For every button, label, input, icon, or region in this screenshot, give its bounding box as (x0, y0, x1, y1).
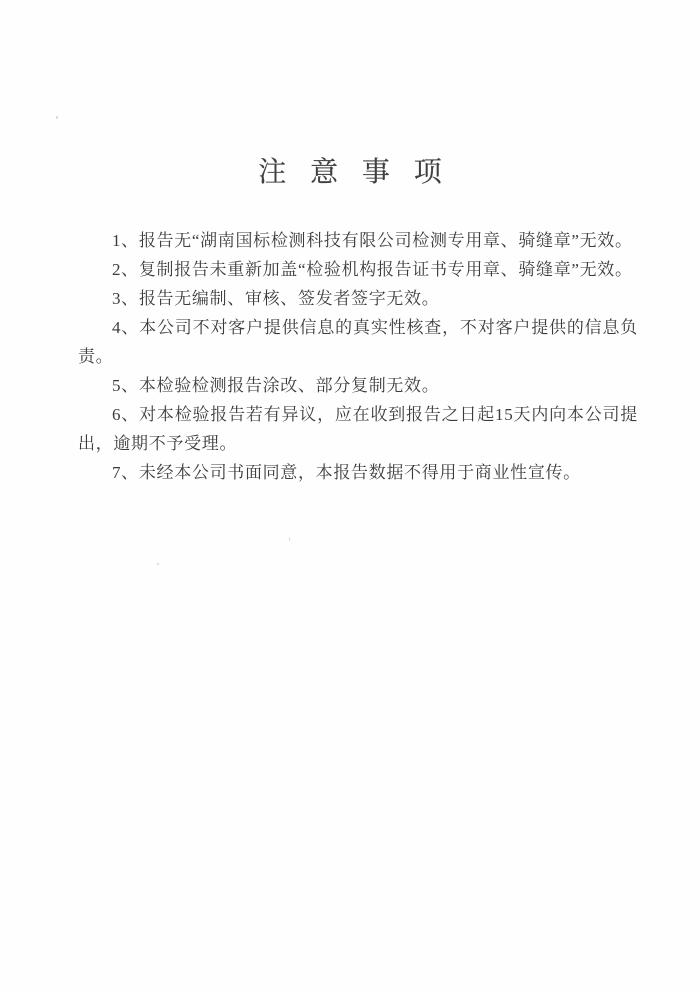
notice-item-2: 2、复制报告未重新加盖“检验机构报告证书专用章、骑缝章”无效。 (112, 260, 633, 279)
notice-item-6: 6、对本检验报告若有异议，应在收到报告之日起15天内向本公司提出，逾期不予受理。 (78, 405, 638, 453)
notice-item-1: 1、报告无“湖南国标检测科技有限公司检测专用章、骑缝章”无效。 (112, 231, 633, 250)
page-title: 注意事项 (258, 157, 466, 188)
notice-item-7: 7、未经本公司书面同意，本报告数据不得用于商业性宣传。 (112, 463, 581, 482)
notice-list (0, 226, 700, 487)
scan-speck (157, 563, 159, 565)
notice-item-3: 3、报告无编制、审核、签发者签字无效。 (112, 289, 440, 308)
notice-item-5: 5、本检验检测报告涂改、部分复制无效。 (112, 376, 440, 395)
scan-speck (56, 116, 58, 119)
scan-speck (289, 537, 290, 541)
notice-item-4: 4、本公司不对客户提供信息的真实性核查，不对客户提供的信息负责。 (78, 318, 638, 366)
page-title-row (0, 150, 700, 190)
